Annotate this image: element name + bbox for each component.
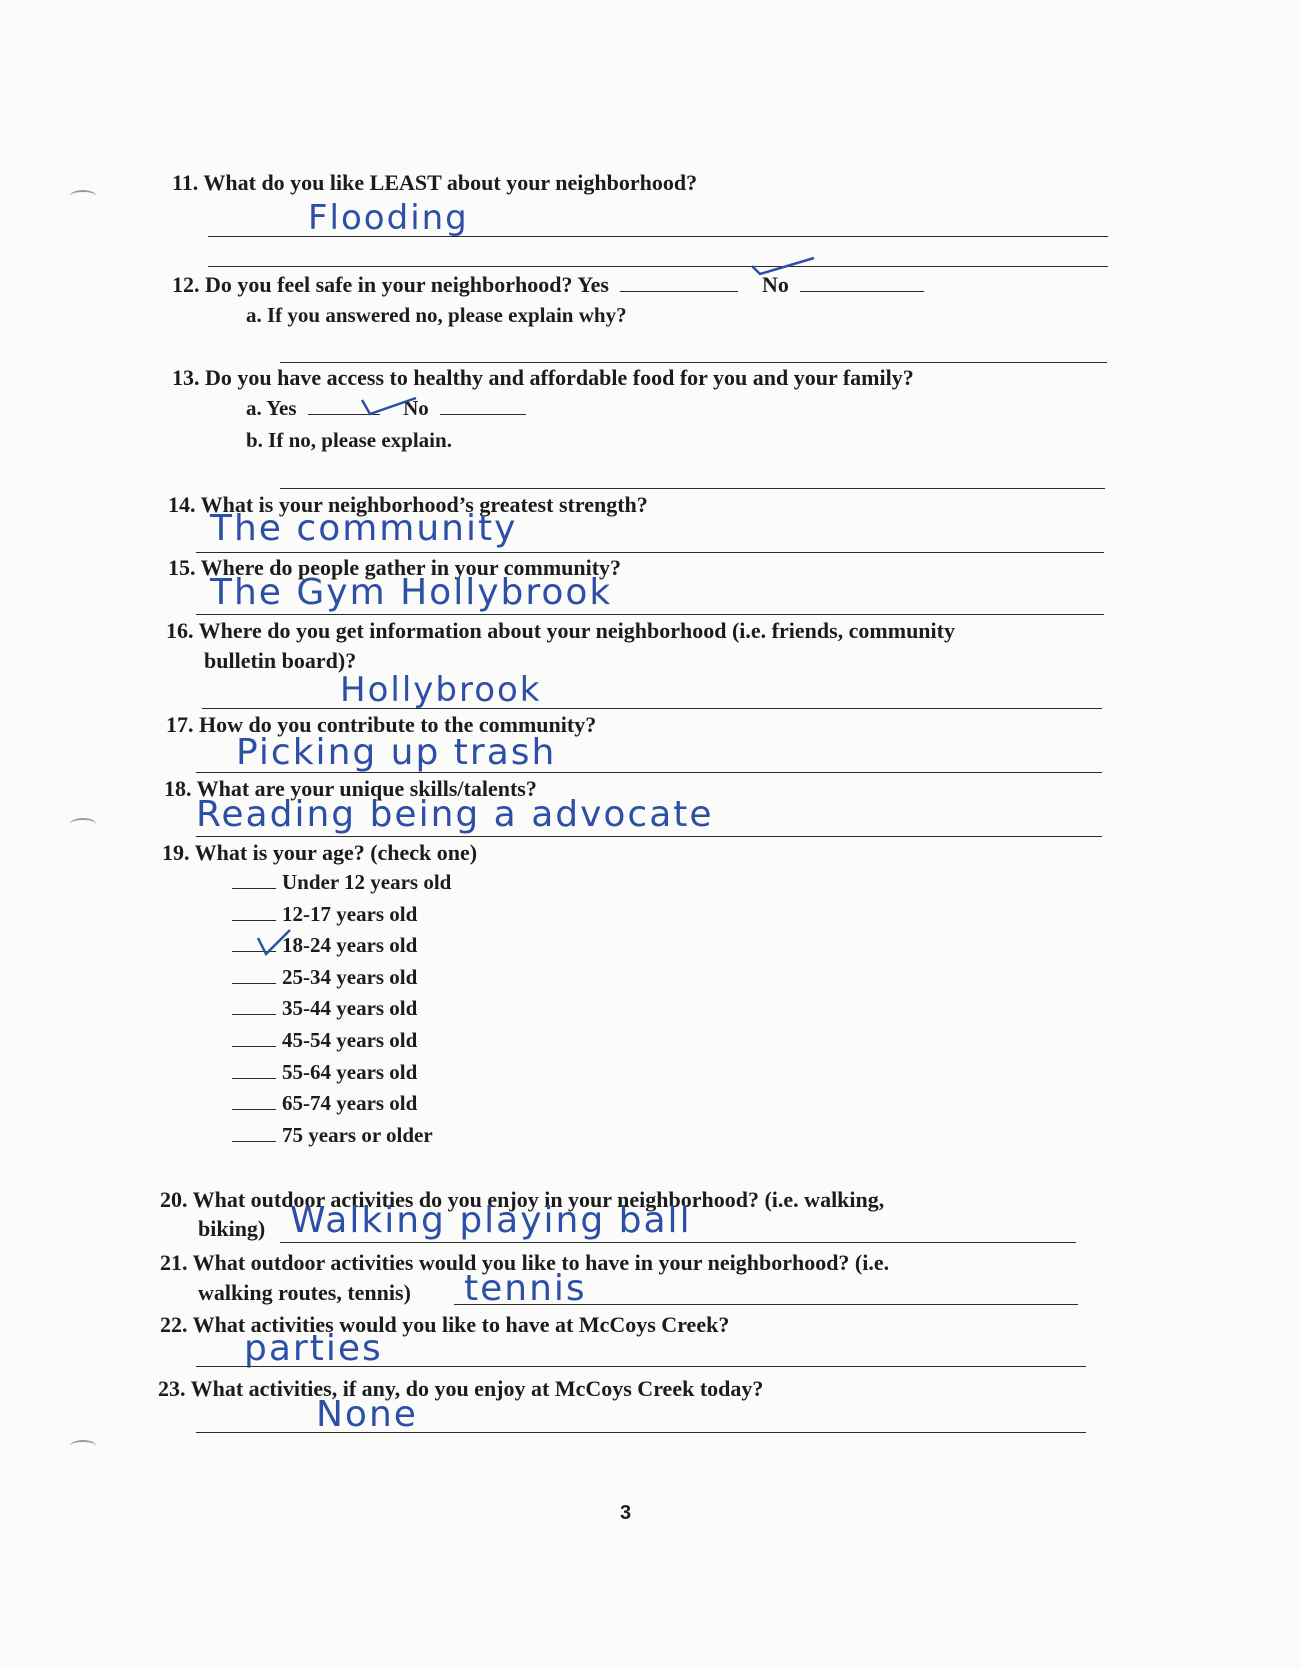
check-blank[interactable] [232, 983, 276, 984]
age-option-label: 12-17 years old [282, 901, 418, 926]
check-blank[interactable] [232, 1078, 276, 1079]
answer-21: tennis [464, 1268, 587, 1309]
answer-16: Hollybrook [340, 670, 542, 710]
question-21: 21. What outdoor activities would you like to have in your neighborhood? (i.e. [160, 1250, 890, 1275]
check-blank[interactable] [232, 920, 276, 921]
check-blank[interactable] [232, 888, 276, 889]
question-14: 14. What is your neighborhood’s greatest strength? [168, 492, 648, 517]
answer-line [208, 266, 1108, 267]
answer-line [454, 1304, 1078, 1305]
question-18: 18. What are your unique skills/talents? [164, 776, 537, 801]
question-22: 22. What activities would you like to have at McCoys Creek? [160, 1312, 730, 1337]
answer-line [196, 772, 1102, 773]
question-20-cont: biking) [198, 1216, 266, 1241]
answer-line [208, 236, 1108, 237]
answer-line [280, 1242, 1076, 1243]
question-23: 23. What activities, if any, do you enjoy at McCoys Creek today? [158, 1376, 764, 1401]
age-option[interactable] [232, 1123, 433, 1148]
age-option-label: 65-74 years old [282, 1091, 418, 1116]
checkmark-icon [254, 928, 294, 958]
answer-line [202, 708, 1102, 709]
question-17: 17. How do you contribute to the community? [166, 712, 597, 737]
question-16-cont: bulletin board)? [204, 648, 357, 673]
answer-line [280, 362, 1107, 363]
answer-line [196, 614, 1104, 615]
age-option[interactable] [232, 996, 417, 1021]
question-21-cont: walking routes, tennis) [198, 1280, 411, 1305]
age-option-label: 75 years or older [282, 1122, 433, 1147]
punch-hole-mark [70, 1440, 96, 1452]
question-13a: a. Yes No [246, 396, 526, 421]
answer-line [196, 836, 1102, 837]
answer-20: Walking playing ball [290, 1200, 692, 1241]
check-blank[interactable] [232, 1014, 276, 1015]
check-blank[interactable] [232, 1109, 276, 1110]
age-option[interactable] [232, 1028, 417, 1053]
age-option[interactable] [232, 870, 451, 895]
no-blank[interactable] [800, 291, 924, 292]
answer-18: Reading being a advocate [196, 794, 714, 835]
no-blank[interactable] [440, 414, 526, 415]
punch-hole-mark [70, 190, 96, 202]
check-blank[interactable] [232, 1141, 276, 1142]
question-13b: b. If no, please explain. [246, 428, 452, 452]
question-11: 11. What do you like LEAST about your neighborhood? [172, 170, 698, 195]
age-option-label: 55-64 years old [282, 1059, 418, 1084]
yes-blank[interactable] [620, 291, 738, 292]
answer-23: None [316, 1394, 418, 1435]
question-19: 19. What is your age? (check one) [162, 840, 478, 865]
question-12a: a. If you answered no, please explain why? [246, 303, 627, 327]
answer-line [196, 1366, 1086, 1367]
answer-line [196, 1432, 1086, 1433]
checkmark-icon [358, 394, 420, 418]
age-option[interactable] [232, 902, 417, 927]
age-option-label: 25-34 years old [282, 964, 418, 989]
question-16: 16. Where do you get information about your neighborhood (i.e. friends, community [166, 618, 955, 643]
question-12: 12. Do you feel safe in your neighborhood? Yes No [172, 272, 924, 298]
answer-line [280, 488, 1105, 489]
answer-15: The Gym Hollybrook [210, 572, 613, 613]
checkmark-icon [748, 254, 818, 280]
question-15: 15. Where do people gather in your community? [168, 555, 622, 580]
age-option-label: 45-54 years old [282, 1028, 418, 1052]
answer-22: parties [244, 1328, 383, 1369]
age-option[interactable] [232, 965, 417, 990]
check-blank[interactable] [232, 1046, 276, 1047]
age-option[interactable] [232, 1091, 417, 1116]
punch-hole-mark [70, 818, 96, 830]
answer-11: Flooding [308, 198, 469, 238]
answer-17: Picking up trash [236, 732, 557, 773]
age-option-label: Under 12 years old [282, 870, 452, 894]
answer-14: The community [210, 508, 518, 549]
page-number: 3 [620, 1502, 632, 1524]
question-20: 20. What outdoor activities do you enjoy in your neighborhood? (i.e. walking, [160, 1187, 885, 1212]
question-13: 13. Do you have access to healthy and affordable food for you and your family? [172, 365, 914, 390]
age-option-label: 18-24 years old [282, 933, 418, 958]
answer-line [196, 552, 1104, 553]
age-option[interactable] [232, 1060, 417, 1085]
age-option-label: 35-44 years old [282, 996, 418, 1021]
